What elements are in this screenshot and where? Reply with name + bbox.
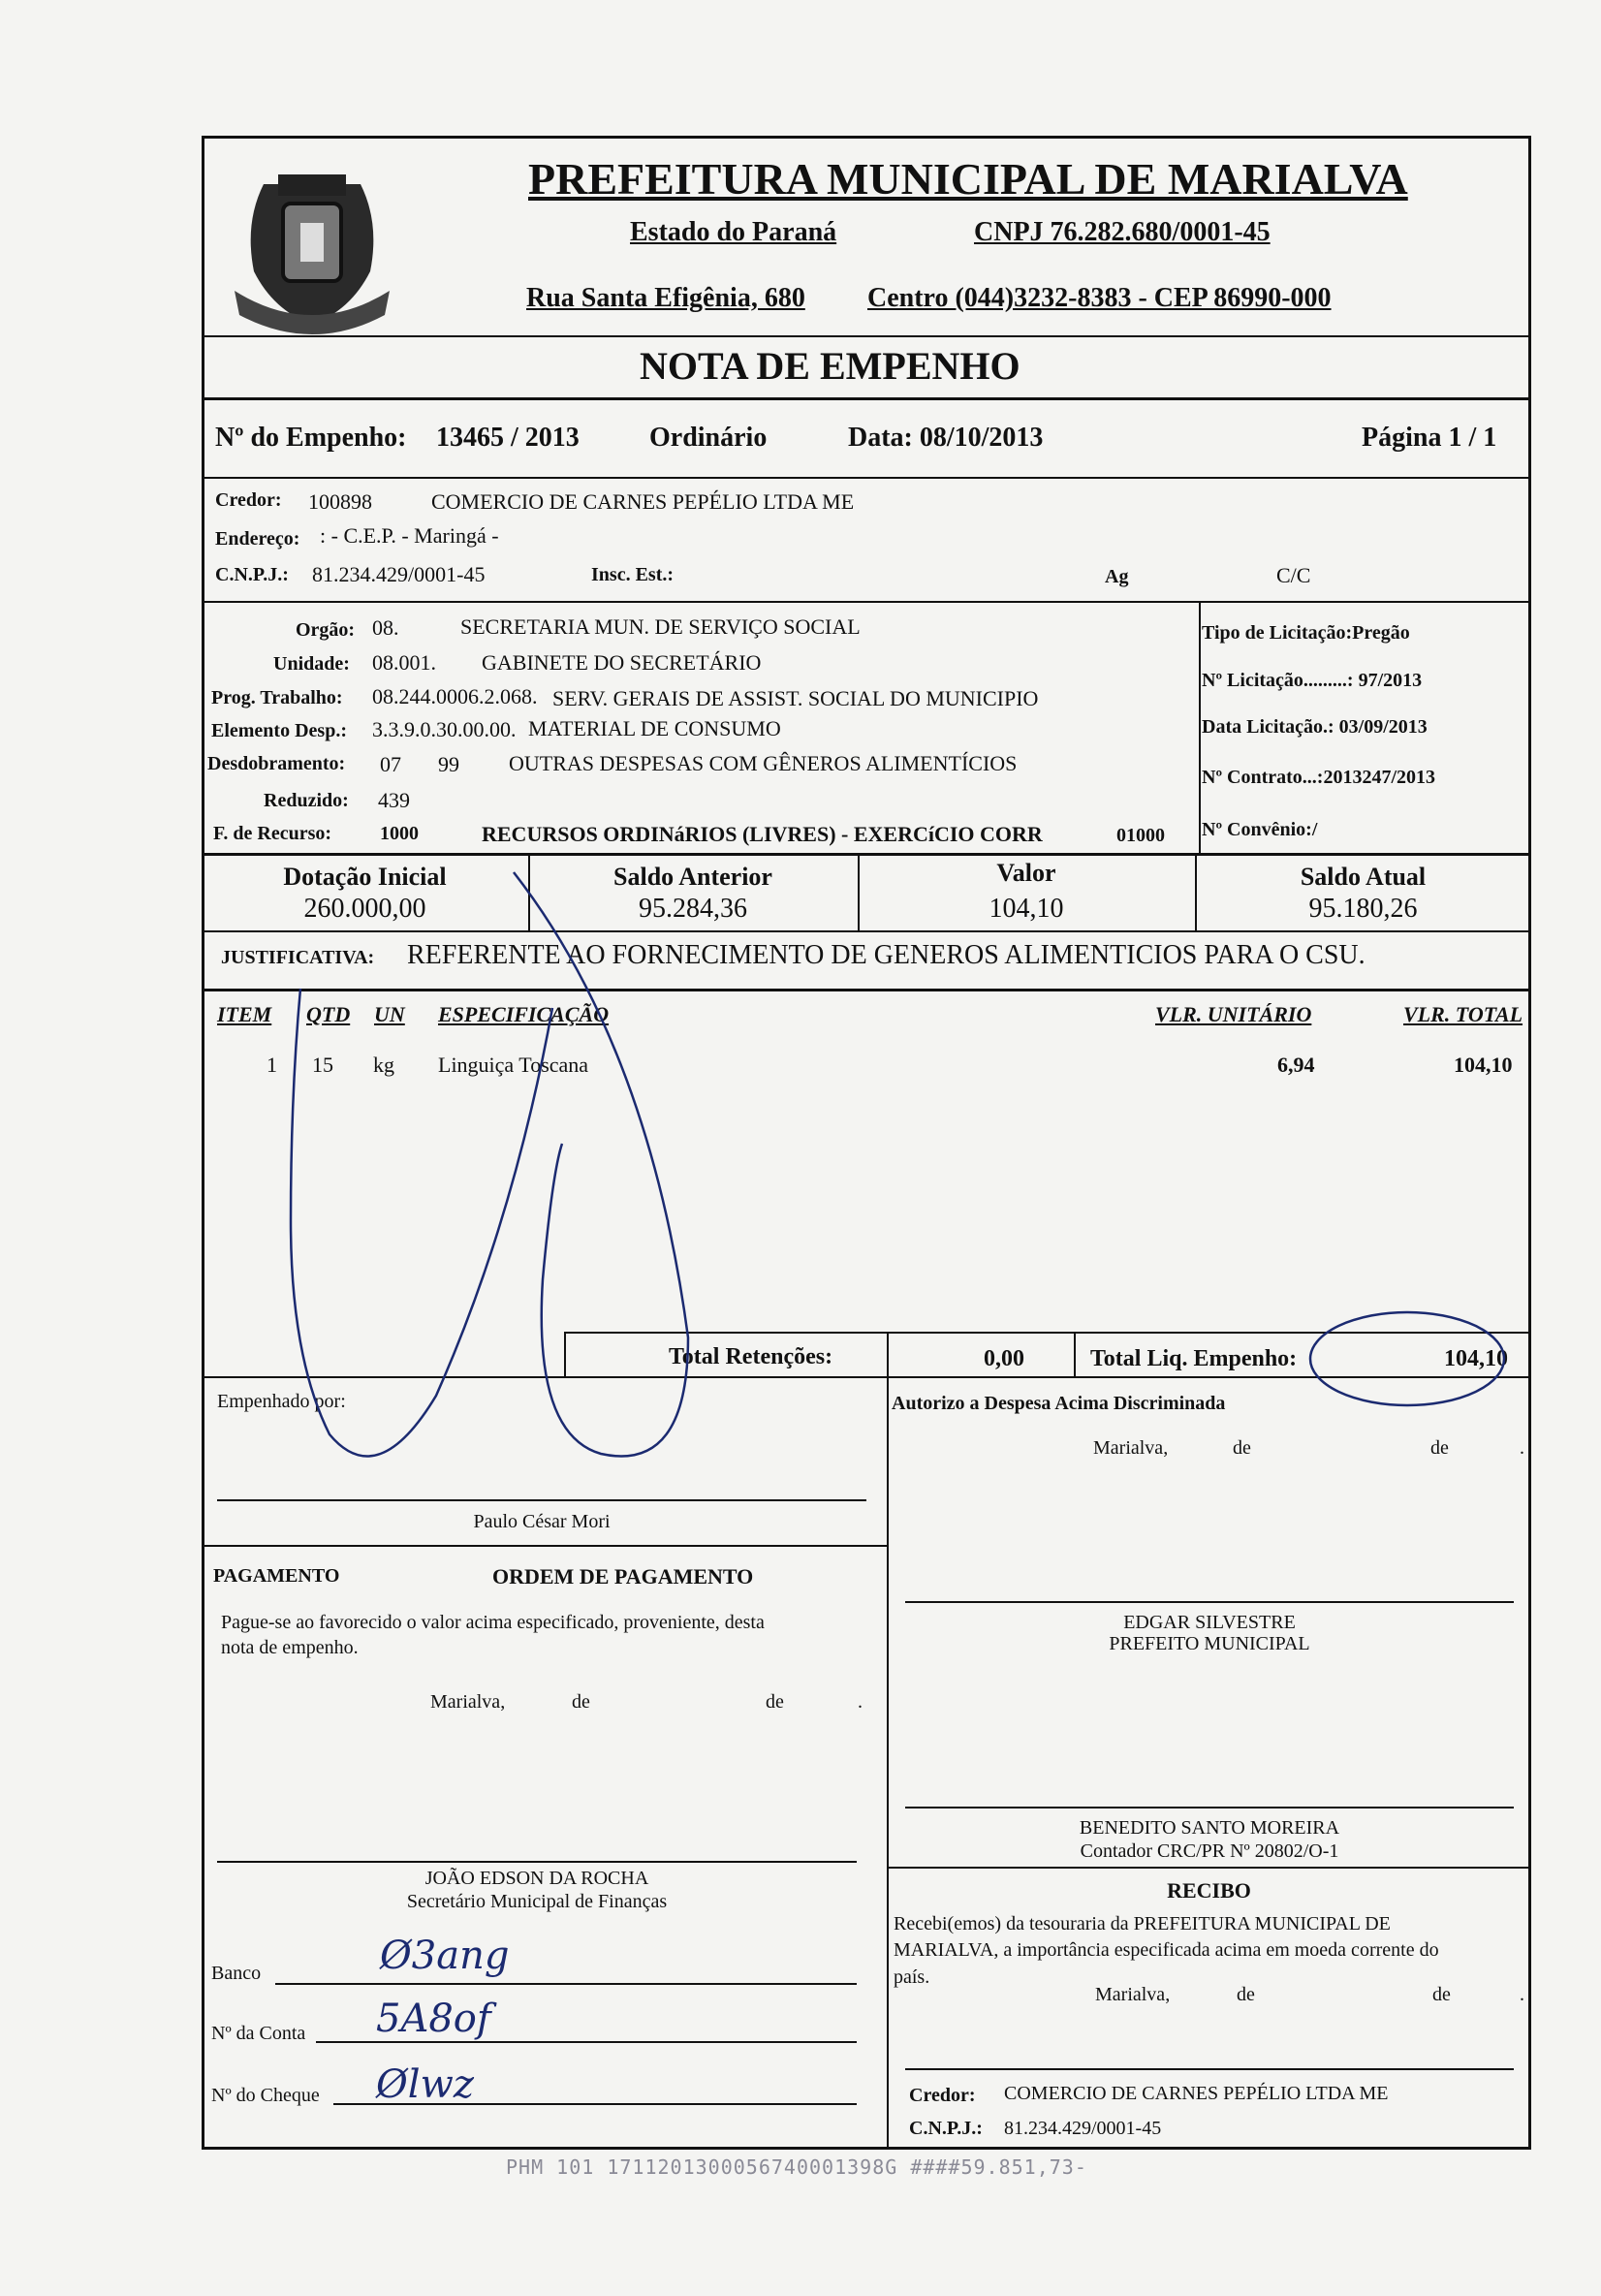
total-liq-label: Total Liq. Empenho:: [1090, 1346, 1298, 1371]
autorizo-period: .: [1520, 1437, 1524, 1459]
recurso-name: RECURSOS ORDINáRIOS (LIVRES) - EXERCíCIO CORR: [482, 822, 1043, 846]
prefeito-name: EDGAR SILVESTRE: [1123, 1612, 1296, 1633]
header-address: Rua Santa Efigênia, 680: [526, 283, 805, 313]
cheque-signature: Ølwz: [376, 2062, 474, 2107]
bank-signature: Ø3ang: [380, 1934, 510, 1978]
credor-cnpj: 81.234.429/0001-45: [312, 562, 486, 586]
cc-label: C/C: [1276, 563, 1311, 587]
autorizo-de1: de: [1233, 1437, 1251, 1459]
row-total: 104,10: [1454, 1053, 1513, 1077]
desd-label: Desdobramento:: [207, 753, 346, 774]
credor-code: 100898: [308, 489, 372, 514]
prog-code: 08.244.0006.2.068.: [372, 684, 538, 708]
recibo-de1: de: [1237, 1984, 1255, 2005]
paulo-name: Paulo César Mori: [473, 1511, 611, 1532]
pague-period: .: [858, 1691, 863, 1713]
col-qtd: QTD: [306, 1002, 351, 1026]
row-item: 1: [267, 1053, 277, 1077]
saldo-anterior: 95.284,36: [639, 894, 747, 924]
unidade-name: GABINETE DO SECRETÁRIO: [482, 650, 762, 675]
recibo-credor-name: COMERCIO DE CARNES PEPÉLIO LTDA ME: [1004, 2083, 1389, 2104]
ordem-label: ORDEM DE PAGAMENTO: [492, 1564, 754, 1588]
recibo-text-2: MARIALVA, a importância especificada acima em moeda corrente do: [894, 1939, 1439, 1961]
autorizo-place: Marialva,: [1093, 1437, 1169, 1459]
ag-label: Ag: [1105, 566, 1129, 587]
joao-title: Secretário Municipal de Finanças: [406, 1891, 668, 1912]
recibo-cnpj: 81.234.429/0001-45: [1004, 2118, 1162, 2139]
elem-code: 3.3.9.0.30.00.00.: [372, 717, 517, 741]
licitacao-data: Data Licitação.: 03/09/2013: [1202, 716, 1428, 738]
recibo-period: .: [1520, 1984, 1524, 2005]
row-qtd: 15: [312, 1053, 333, 1077]
machine-stamp: PHM 101 1711201300056740001398G ####59.851,73-: [506, 2155, 1087, 2179]
elem-label: Elemento Desp.:: [211, 720, 347, 741]
pague-text-2: nota de empenho.: [221, 1637, 359, 1658]
page-number: Página 1 / 1: [1362, 423, 1497, 453]
orgao-label: Orgão:: [296, 619, 356, 641]
orgao-code: 08.: [372, 615, 399, 640]
reduzido-code: 439: [378, 788, 410, 812]
header-district-phone: Centro (044)3232-8383 - CEP 86990-000: [867, 283, 1332, 313]
cheque-label: Nº do Cheque: [211, 2085, 320, 2106]
recibo-text-1: Recebi(emos) da tesouraria da PREFEITURA MUNICIPAL DE: [894, 1913, 1391, 1934]
autorizo-de2: de: [1430, 1437, 1449, 1459]
recurso-code: 1000: [380, 823, 419, 844]
pague-de2: de: [766, 1691, 784, 1713]
recibo-de2: de: [1432, 1984, 1451, 2005]
empenhado-label: Empenhado por:: [217, 1391, 346, 1412]
insc-label: Insc. Est.:: [591, 564, 675, 585]
col-un: UN: [374, 1002, 405, 1026]
row-un: kg: [373, 1053, 394, 1077]
state-name: Estado do Paraná: [630, 217, 837, 247]
empenho-number-label: Nº do Empenho:: [215, 423, 407, 453]
saldo-atual: 95.180,26: [1308, 894, 1418, 924]
pague-place: Marialva,: [430, 1691, 506, 1713]
recibo-cnpj-label: C.N.P.J.:: [909, 2118, 983, 2139]
joao-name: JOÃO EDSON DA ROCHA: [424, 1868, 649, 1889]
orgao-name: SECRETARIA MUN. DE SERVIÇO SOCIAL: [460, 614, 861, 639]
conta-label: Nº da Conta: [211, 2023, 306, 2044]
reduzido-label: Reduzido:: [264, 790, 349, 811]
page-title: PREFEITURA MUNICIPAL DE MARIALVA: [528, 154, 1408, 204]
contador-name: BENEDITO SANTO MOREIRA: [1079, 1817, 1340, 1839]
empenho-type: Ordinário: [649, 423, 768, 453]
pague-de1: de: [572, 1691, 590, 1713]
banco-label: Banco: [211, 1963, 262, 1984]
header-cnpj: CNPJ 76.282.680/0001-45: [974, 217, 1271, 247]
prog-label: Prog. Trabalho:: [211, 687, 343, 708]
justificativa-text: REFERENTE AO FORNECIMENTO DE GENEROS ALIMENTICIOS PARA O CSU.: [407, 940, 1366, 970]
dotacao-inicial: 260.000,00: [303, 894, 426, 924]
handwritten-marks-icon: [145, 853, 1551, 1551]
account-signature: 5A8of: [376, 1997, 491, 2041]
justificativa-label: JUSTIFICATIVA:: [221, 947, 375, 968]
prefeito-title: PREFEITO MUNICIPAL: [1109, 1633, 1310, 1654]
licitacao-convenio: Nº Convênio:/: [1202, 819, 1318, 840]
col-item: ITEM: [217, 1002, 272, 1026]
desd-number: 99: [438, 752, 459, 776]
contador-title: Contador CRC/PR Nº 20802/O-1: [1080, 1840, 1339, 1862]
licitacao-contrato: Nº Contrato...:2013247/2013: [1202, 767, 1436, 788]
recurso-label: F. de Recurso:: [213, 823, 332, 844]
row-unit: 6,94: [1277, 1053, 1315, 1077]
desd-name: OUTRAS DESPESAS COM GÊNEROS ALIMENTÍCIOS: [509, 751, 1018, 775]
credor-address: : - C.E.P. - Maringá -: [320, 523, 499, 548]
licitacao-numero: Nº Licitação.........: 97/2013: [1202, 670, 1423, 691]
col-unit: VLR. UNITÁRIO: [1155, 1002, 1312, 1026]
pagamento-label: PAGAMENTO: [213, 1565, 340, 1587]
doc-title: NOTA DE EMPENHO: [640, 344, 1020, 388]
recibo-place: Marialva,: [1095, 1984, 1171, 2005]
total-liq: 104,10: [1444, 1346, 1508, 1371]
total-retencoes-label: Total Retenções:: [669, 1344, 833, 1369]
dotacao-inicial-label: Dotação Inicial: [283, 863, 447, 891]
address-label: Endereço:: [215, 528, 300, 550]
valor: 104,10: [989, 894, 1064, 924]
total-retencoes: 0,00: [984, 1346, 1024, 1371]
autorizo-label: Autorizo a Despesa Acima Discriminada: [892, 1393, 1226, 1414]
saldo-atual-label: Saldo Atual: [1300, 863, 1427, 891]
prog-name: SERV. GERAIS DE ASSIST. SOCIAL DO MUNICIPIO: [552, 686, 1039, 710]
desd-code: 07: [380, 752, 401, 776]
col-total: VLR. TOTAL: [1403, 1002, 1523, 1026]
cnpj-label: C.N.P.J.:: [215, 564, 289, 585]
recurso-number: 01000: [1116, 825, 1165, 846]
unidade-code: 08.001.: [372, 650, 436, 675]
col-espec: ESPECIFICAÇÃO: [438, 1002, 610, 1026]
saldo-anterior-label: Saldo Anterior: [613, 863, 772, 891]
recibo-title: RECIBO: [1167, 1878, 1251, 1903]
unidade-label: Unidade:: [273, 653, 350, 675]
recibo-text-3: país.: [894, 1966, 930, 1988]
credor-name: COMERCIO DE CARNES PEPÉLIO LTDA ME: [431, 489, 855, 514]
licitacao-tipo: Tipo de Licitação:Pregão: [1202, 622, 1410, 644]
valor-label: Valor: [996, 859, 1056, 887]
credor-label: Credor:: [215, 489, 282, 511]
recibo-credor-label: Credor:: [909, 2085, 976, 2106]
row-espec: Linguiça Toscana: [438, 1053, 589, 1077]
empenho-date: Data: 08/10/2013: [848, 423, 1044, 453]
empenho-number: 13465 / 2013: [436, 423, 580, 453]
pague-text: Pague-se ao favorecido o valor acima especificado, proveniente, desta: [221, 1612, 765, 1633]
coat-of-arms-icon: [225, 145, 399, 339]
elem-name: MATERIAL DE CONSUMO: [528, 716, 781, 740]
